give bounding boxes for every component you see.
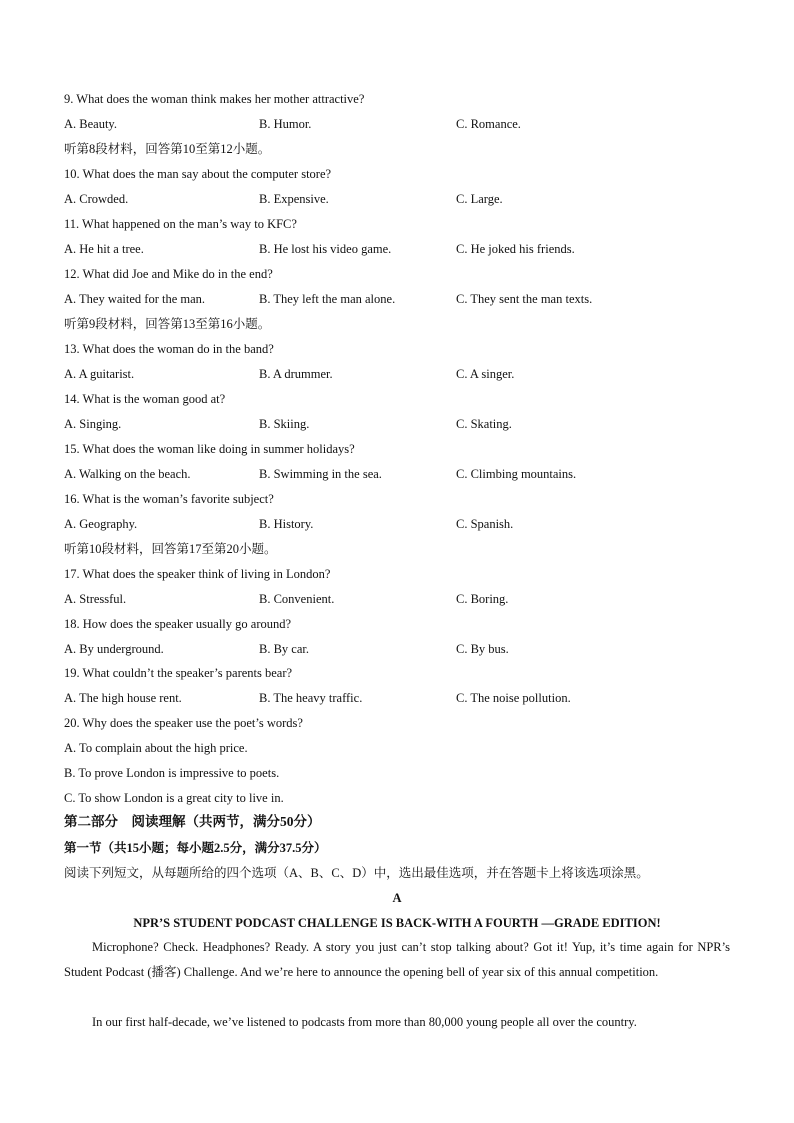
- option-10b: B. Expensive.: [259, 192, 329, 206]
- option-17a: A. Stressful.: [64, 592, 127, 606]
- option-15c: C. Climbing mountains.: [456, 467, 577, 481]
- option-9c: C. Romance.: [456, 117, 521, 131]
- section-intro-8: 听第8段材料，回答第10至第12小题。: [64, 142, 271, 156]
- section-intro-9: 听第9段材料，回答第13至第16小题。: [64, 317, 271, 331]
- question-20: 20. Why does the speaker use the poet’s words?: [64, 716, 303, 730]
- option-19b: B. The heavy traffic.: [259, 691, 363, 705]
- option-18c: C. By bus.: [456, 642, 509, 656]
- option-12b: B. They left the man alone.: [259, 292, 396, 306]
- section-one-heading: 第一节（共15小题；每小题2.5分，满分37.5分）: [64, 841, 327, 855]
- option-13c: C. A singer.: [456, 367, 515, 381]
- question-17: 17. What does the speaker think of living in London?: [64, 567, 331, 581]
- question-11: 11. What happened on the man’s way to KFC?: [64, 217, 297, 231]
- option-10a: A. Crowded.: [64, 192, 129, 206]
- question-10: 10. What does the man say about the computer store?: [64, 167, 332, 181]
- question-14: 14. What is the woman good at?: [64, 392, 226, 406]
- passage-letter: A: [392, 891, 402, 905]
- option-11b: B. He lost his video game.: [259, 242, 392, 256]
- option-11c: C. He joked his friends.: [456, 242, 575, 256]
- option-11a: A. He hit a tree.: [64, 242, 144, 256]
- passage-paragraph-2: In our first half-decade, we’ve listened to podcasts from more than 80,000 young people all over the country.: [92, 1015, 637, 1029]
- question-9: 9. What does the woman think makes her mother attractive?: [64, 92, 365, 106]
- option-13a: A. A guitarist.: [64, 367, 135, 381]
- option-14a: A. Singing.: [64, 417, 122, 431]
- option-20a: A. To complain about the high price.: [64, 741, 248, 755]
- option-18a: A. By underground.: [64, 642, 164, 656]
- question-15: 15. What does the woman like doing in summer holidays?: [64, 442, 355, 456]
- option-9a: A. Beauty.: [64, 117, 117, 131]
- option-16c: C. Spanish.: [456, 517, 514, 531]
- question-13: 13. What does the woman do in the band?: [64, 342, 274, 356]
- passage-title: NPR’S STUDENT PODCAST CHALLENGE IS BACK-WITH A FOURTH —GRADE EDITION!: [133, 916, 661, 930]
- option-12c: C. They sent the man texts.: [456, 292, 593, 306]
- option-14c: C. Skating.: [456, 417, 512, 431]
- part-two-heading: 第二部分 阅读理解（共两节，满分50分）: [64, 814, 321, 829]
- option-13b: B. A drummer.: [259, 367, 333, 381]
- option-17c: C. Boring.: [456, 592, 509, 606]
- option-16b: B. History.: [259, 517, 314, 531]
- option-20c: C. To show London is a great city to live in.: [64, 791, 284, 805]
- option-17b: B. Convenient.: [259, 592, 335, 606]
- option-10c: C. Large.: [456, 192, 503, 206]
- option-16a: A. Geography.: [64, 517, 138, 531]
- option-12a: A. They waited for the man.: [64, 292, 206, 306]
- option-19c: C. The noise pollution.: [456, 691, 571, 705]
- question-16: 16. What is the woman’s favorite subject?: [64, 492, 274, 506]
- question-18: 18. How does the speaker usually go around?: [64, 617, 292, 631]
- option-19a: A. The high house rent.: [64, 691, 182, 705]
- question-19: 19. What couldn’t the speaker’s parents bear?: [64, 666, 293, 680]
- option-18b: B. By car.: [259, 642, 309, 656]
- question-12: 12. What did Joe and Mike do in the end?: [64, 267, 273, 281]
- option-9b: B. Humor.: [259, 117, 312, 131]
- option-14b: B. Skiing.: [259, 417, 310, 431]
- option-20b: B. To prove London is impressive to poets.: [64, 766, 280, 780]
- option-15a: A. Walking on the beach.: [64, 467, 191, 481]
- option-15b: B. Swimming in the sea.: [259, 467, 382, 481]
- section-intro-10: 听第10段材料，回答第17至第20小题。: [64, 542, 277, 556]
- passage-paragraph-1: Microphone? Check. Headphones? Ready. A story you just can’t stop talking about? Got it! Yup, it’s time again for NPR’s Student Podcast (播客) Challenge. And we’re here to announce the opening bell of year six of this annual competition.: [64, 940, 730, 979]
- reading-instructions: 阅读下列短文，从每题所给的四个选项（A、B、C、D）中，选出最佳选项，并在答题卡上将该选项涂黑。: [64, 866, 649, 880]
